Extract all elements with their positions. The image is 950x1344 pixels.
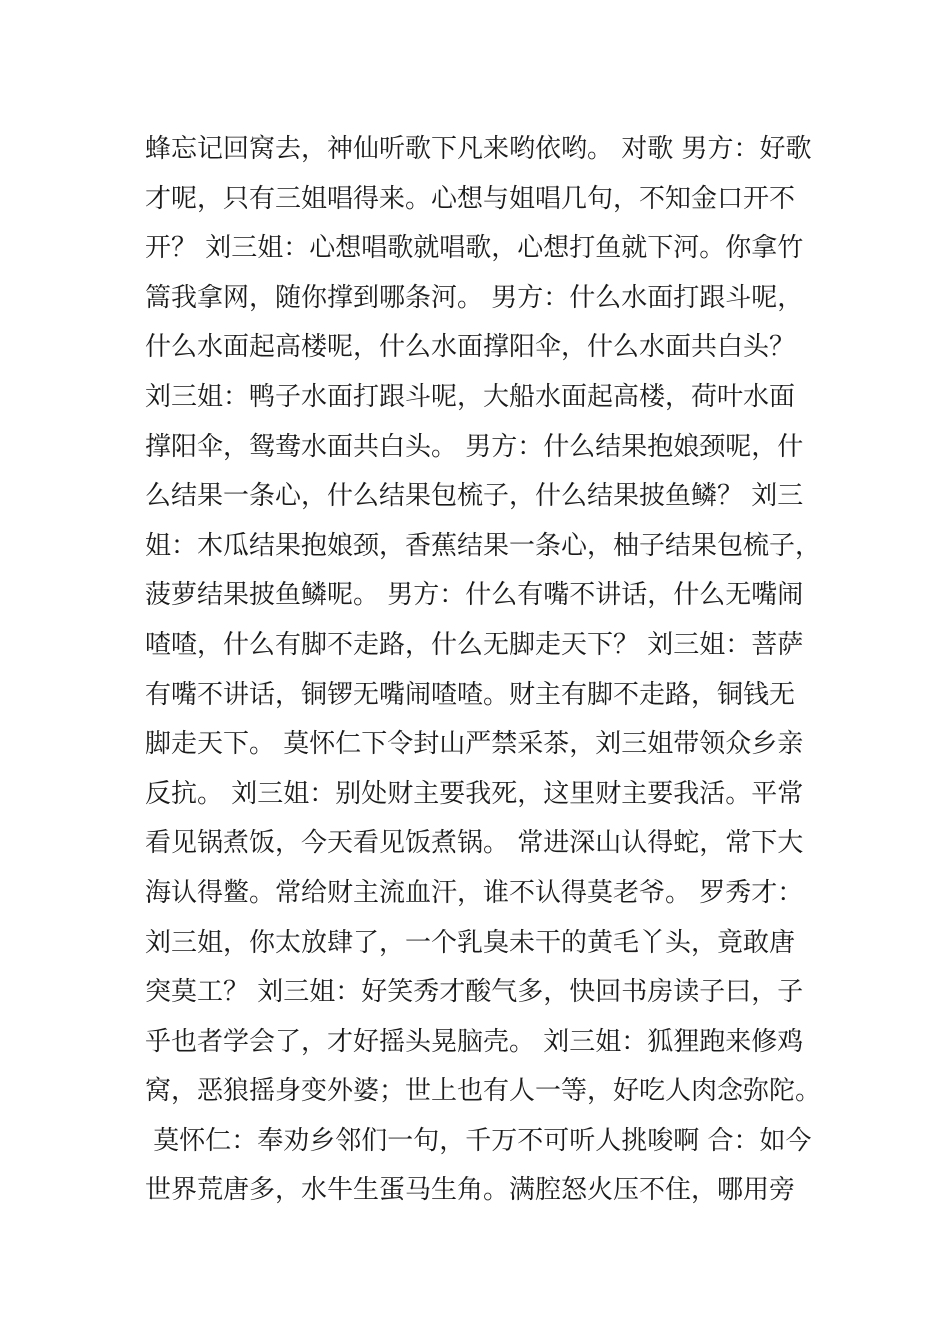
text-line: 有嘴不讲话，铜锣无嘴闹喳喳。财主有脚不走路，铜钱无 — [145, 679, 796, 710]
text-line: 反抗。 刘三姐：别处财主要我死，这里财主要我活。平常 — [145, 778, 804, 809]
text-line: 刘三姐，你太放肆了，一个乳臭未干的黄毛丫头，竟敢唐 — [145, 927, 796, 958]
text-line: 莫怀仁：奉劝乡邻们一句，千万不可听人挑唆啊 合：如今 — [145, 1125, 812, 1156]
text-line: 看见锅煮饭，今天看见饭煮锅。 常进深山认得蛇，常下大 — [145, 828, 804, 859]
text-line: 菠萝结果披鱼鳞呢。 男方：什么有嘴不讲话，什么无嘴闹 — [145, 580, 804, 611]
text-line: 脚走天下。 莫怀仁下令封山严禁采茶，刘三姐带领众乡亲 — [145, 729, 804, 760]
text-line: 撑阳伞，鸳鸯水面共白头。 男方：什么结果抱娘颈呢，什 — [145, 431, 804, 462]
text-line: 突莫工？ 刘三姐：好笑秀才酸气多，快回书房读子曰，子 — [145, 977, 804, 1008]
text-line: 刘三姐：鸭子水面打跟斗呢，大船水面起高楼，荷叶水面 — [145, 381, 796, 412]
text-line: 窝，恶狼摇身变外婆；世上也有人一等，好吃人肉念弥陀。 — [145, 1076, 822, 1107]
text-line: 才呢，只有三姐唱得来。心想与姐唱几句，不知金口开不 — [145, 183, 796, 214]
text-line: 么结果一条心，什么结果包梳子，什么结果披鱼鳞？ 刘三 — [145, 481, 804, 512]
body-text — [145, 125, 822, 1216]
text-line: 世界荒唐多，水牛生蛋马生角。满腔怒火压不住，哪用旁 — [145, 1175, 796, 1206]
text-line: 开？ 刘三姐：心想唱歌就唱歌，心想打鱼就下河。你拿竹 — [145, 233, 804, 264]
text-line: 海认得鳖。常给财主流血汗，谁不认得莫老爷。 罗秀才： — [145, 877, 804, 908]
text-line: 姐：木瓜结果抱娘颈，香蕉结果一条心，柚子结果包梳子， — [145, 530, 822, 561]
text-line: 乎也者学会了，才好摇头晃脑壳。 刘三姐：狐狸跑来修鸡 — [145, 1026, 804, 1057]
text-line: 什么水面起高楼呢，什么水面撑阳伞，什么水面共白头？ — [145, 332, 796, 363]
text-line: 篙我拿网，随你撑到哪条河。 男方：什么水面打跟斗呢， — [145, 282, 804, 313]
text-line: 喳喳，什么有脚不走路，什么无脚走天下？ 刘三姐：菩萨 — [145, 629, 804, 660]
text-line: 蜂忘记回窝去，神仙听歌下凡来哟依哟。 对歌 男方：好歌 — [145, 134, 812, 164]
